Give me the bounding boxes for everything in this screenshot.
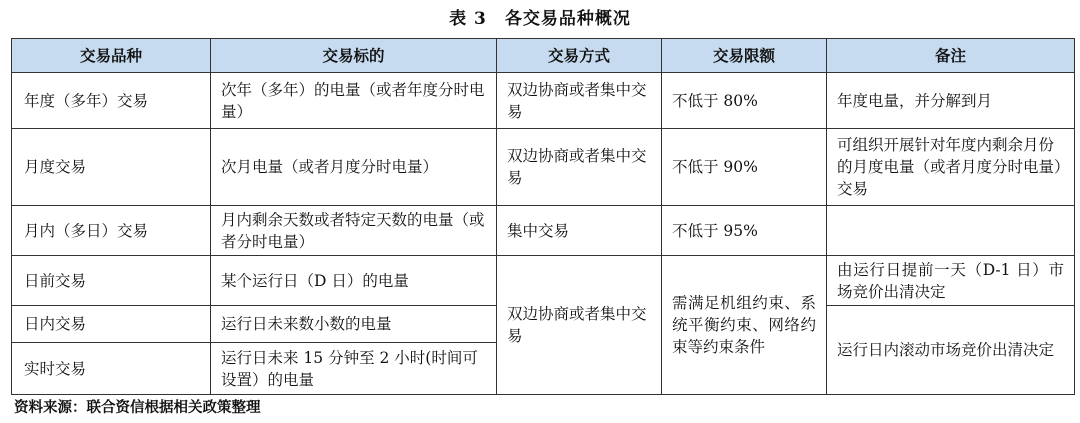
cell-variety: 日前交易 [12, 256, 211, 306]
cell-note: 由运行日提前一天（D-1 日）市场竞价出清决定 [827, 256, 1075, 306]
cell-method: 双边协商或者集中交易 [497, 129, 662, 206]
cell-method: 双边协商或者集中交易 [497, 73, 662, 129]
header-limit: 交易限额 [662, 39, 827, 73]
cell-target: 某个运行日（D 日）的电量 [211, 256, 497, 306]
table-row [12, 73, 1075, 129]
cell-limit: 不低于 90% [662, 129, 827, 206]
cell-limit-merged: 需满足机组约束、系统平衡约束、网络约束等约束条件 [662, 256, 827, 395]
table-row [12, 206, 1075, 256]
cell-method-merged: 双边协商或者集中交易 [497, 256, 662, 395]
header-method: 交易方式 [497, 39, 662, 73]
cell-variety: 日内交易 [12, 306, 211, 343]
header-row [12, 39, 1075, 73]
cell-note: 年度电量，并分解到月 [827, 73, 1075, 129]
source-note: 资料来源：联合资信根据相关政策整理 [14, 399, 261, 416]
header-variety: 交易品种 [12, 39, 211, 73]
header-target: 交易标的 [211, 39, 497, 73]
table-row [12, 256, 1075, 306]
cell-note [827, 206, 1075, 256]
cell-variety: 年度（多年）交易 [12, 73, 211, 129]
table-title: 表 3 各交易品种概况 [449, 9, 631, 29]
cell-target: 月内剩余天数或者特定天数的电量（或者分时电量） [211, 206, 497, 256]
cell-method: 集中交易 [497, 206, 662, 256]
cell-variety: 月度交易 [12, 129, 211, 206]
cell-limit: 不低于 95% [662, 206, 827, 256]
cell-limit: 不低于 80% [662, 73, 827, 129]
table-row [12, 129, 1075, 206]
cell-variety: 月内（多日）交易 [12, 206, 211, 256]
cell-target: 次年（多年）的电量（或者年度分时电量） [211, 73, 497, 129]
cell-target: 次月电量（或者月度分时电量） [211, 129, 497, 206]
cell-variety: 实时交易 [12, 343, 211, 395]
cell-note: 可组织开展针对年度内剩余月份的月度电量（或者月度分时电量）交易 [827, 129, 1075, 206]
header-note: 备注 [827, 39, 1075, 73]
cell-target: 运行日未来 15 分钟至 2 小时(时间可设置）的电量 [211, 343, 497, 395]
cell-note-merged: 运行日内滚动市场竞价出清决定 [827, 306, 1075, 395]
trading-varieties-table [11, 38, 1075, 395]
cell-target: 运行日未来数小数的电量 [211, 306, 497, 343]
